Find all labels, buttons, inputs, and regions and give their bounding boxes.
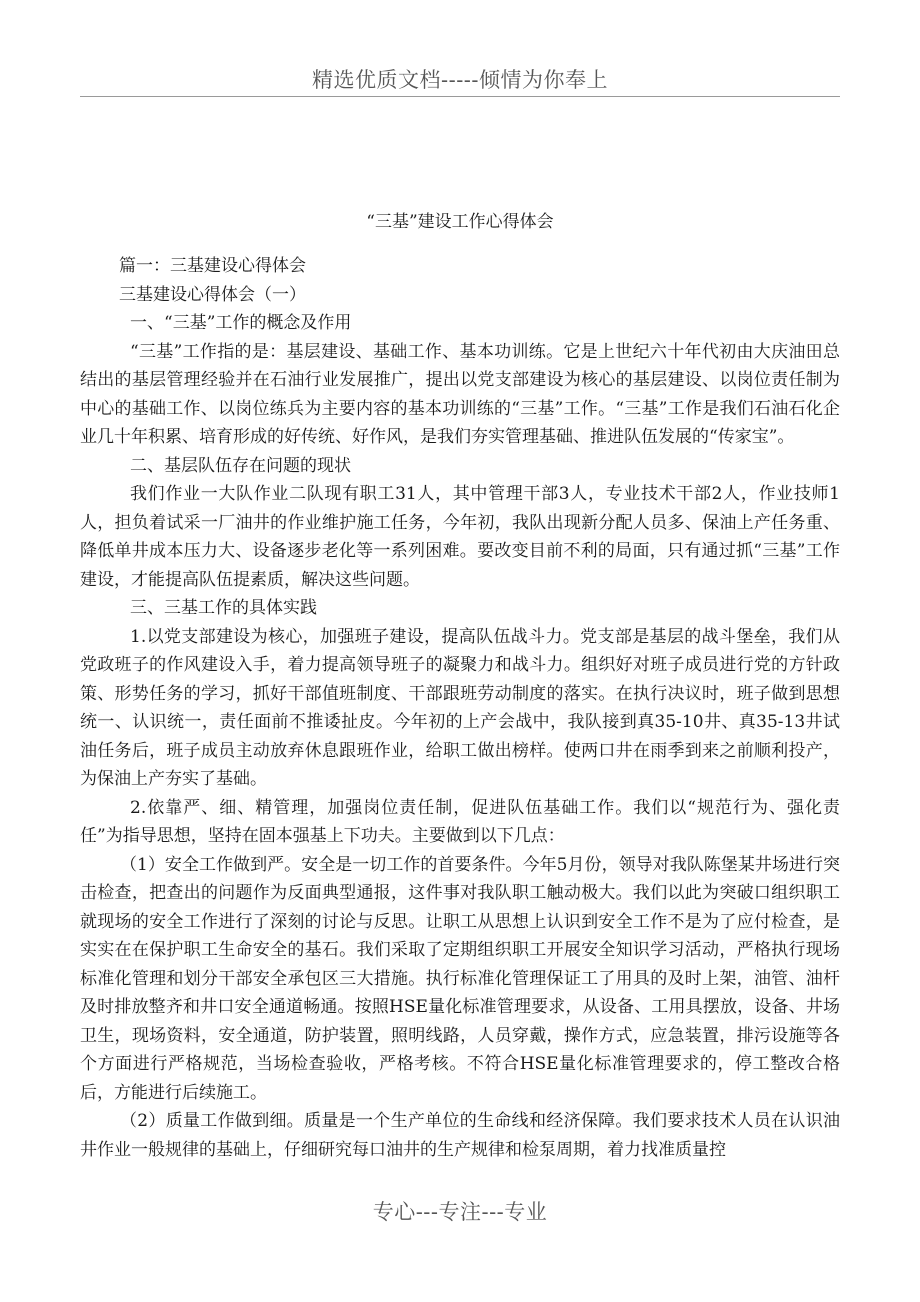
section-heading-2: 二、基层队伍存在问题的现状 — [130, 455, 351, 476]
subtitle: 三基建设心得体会（一） — [119, 284, 306, 305]
article-label: 篇一：三基建设心得体会 — [119, 256, 306, 276]
paragraph: （2）质量工作做到细。质量是一个生产单位的生命线和经济保障。我们要求技术人员在认识油井作业一般规律的基础上，仔细研究每口油井的生产规律和检泵周期，着力找准质量控 — [80, 1111, 840, 1160]
paragraph: 我们作业一大队作业二队现有职工31人，其中管理干部3人，专业技术干部2人，作业技师1人，担负着试采一厂油井的作业维护施工任务，今年初，我队出现新分配人员多、保油上产任务重、降低单井成本压力大、设备逐步老化等一系列困难。要改变目前不利的局面，只有通过抓“三基”工作建设，才能提高队伍提素质，解决这些问题。 — [80, 484, 840, 590]
paragraph: “三基”工作指的是：基层建设、基础工作、基本功训练。它是上世纪六十年代初由大庆油田总结出的基层管理经验并在石油行业发展推广，提出以党支部建设为核心的基层建设、以岗位责任制为中心的基础工作、以岗位练兵为主要内容的基本功训练的“三基”工作。“三基”工作是我们石油石化企业几十年积累、培育形成的好传统、好作风，是我们夯实管理基础、推进队伍发展的“传家宝”。 — [80, 341, 840, 447]
document-body — [80, 252, 840, 1164]
header-divider — [80, 96, 840, 97]
paragraph: （1）安全工作做到严。安全是一切工作的首要条件。今年5月份，领导对我队陈堡某井场进行突击检查，把查出的问题作为反面典型通报，这件事对我队职工触动极大。我们以此为突破口组织职工就现场的安全工作进行了深刻的讨论与反思。让职工从思想上认识到安全工作不是为了应付检查，是实实在在保护职工生命安全的基石。我们采取了定期组织职工开展安全知识学习活动，严格执行现场标准化管理和划分干部安全承包区三大措施。执行标准化管理保证工了用具的及时上架，油管、油杆及时排放整齐和井口安全通道畅通。按照HSE量化标准管理要求，从设备、工用具摆放，设备、井场卫生，现场资料，安全通道，防护装置，照明线路，人员穿戴，操作方式，应急装置，排污设施等各个方面进行严格规范，当场检查验收，严格考核。不符合HSE量化标准管理要求的，停工整改合格后，方能进行后续施工。 — [80, 854, 840, 1103]
page-footer: 专心---专注---专业 — [372, 1200, 548, 1224]
section-heading-1: 一、“三基”工作的概念及作用 — [130, 313, 352, 333]
paragraph: 2.依靠严、细、精管理，加强岗位责任制，促进队伍基础工作。我们以“规范行为、强化责任”为指导思想，坚持在固本强基上下功夫。主要做到以下几点： — [80, 797, 840, 846]
paragraph: 1.以党支部建设为核心，加强班子建设，提高队伍战斗力。党支部是基层的战斗堡垒，我们从党政班子的作风建设入手，着力提高领导班子的凝聚力和战斗力。组织好对班子成员进行党的方针政策、形势任务的学习，抓好干部值班制度、干部跟班劳动制度的落实。在执行决议时，班子做到思想统一、认识统一，责任面前不推诿扯皮。今年初的上产会战中，我队接到真35-10井、真35-13井试油任务后，班子成员主动放弃休息跟班作业，给职工做出榜样。使两口井在雨季到来之前顺利投产，为保油上产夯实了基础。 — [80, 626, 840, 789]
section-heading-3: 三、三基工作的具体实践 — [130, 598, 317, 618]
page-header: 精选优质文档-----倾情为你奉上 — [312, 68, 608, 92]
document-title: “三基”建设工作心得体会 — [366, 212, 554, 232]
